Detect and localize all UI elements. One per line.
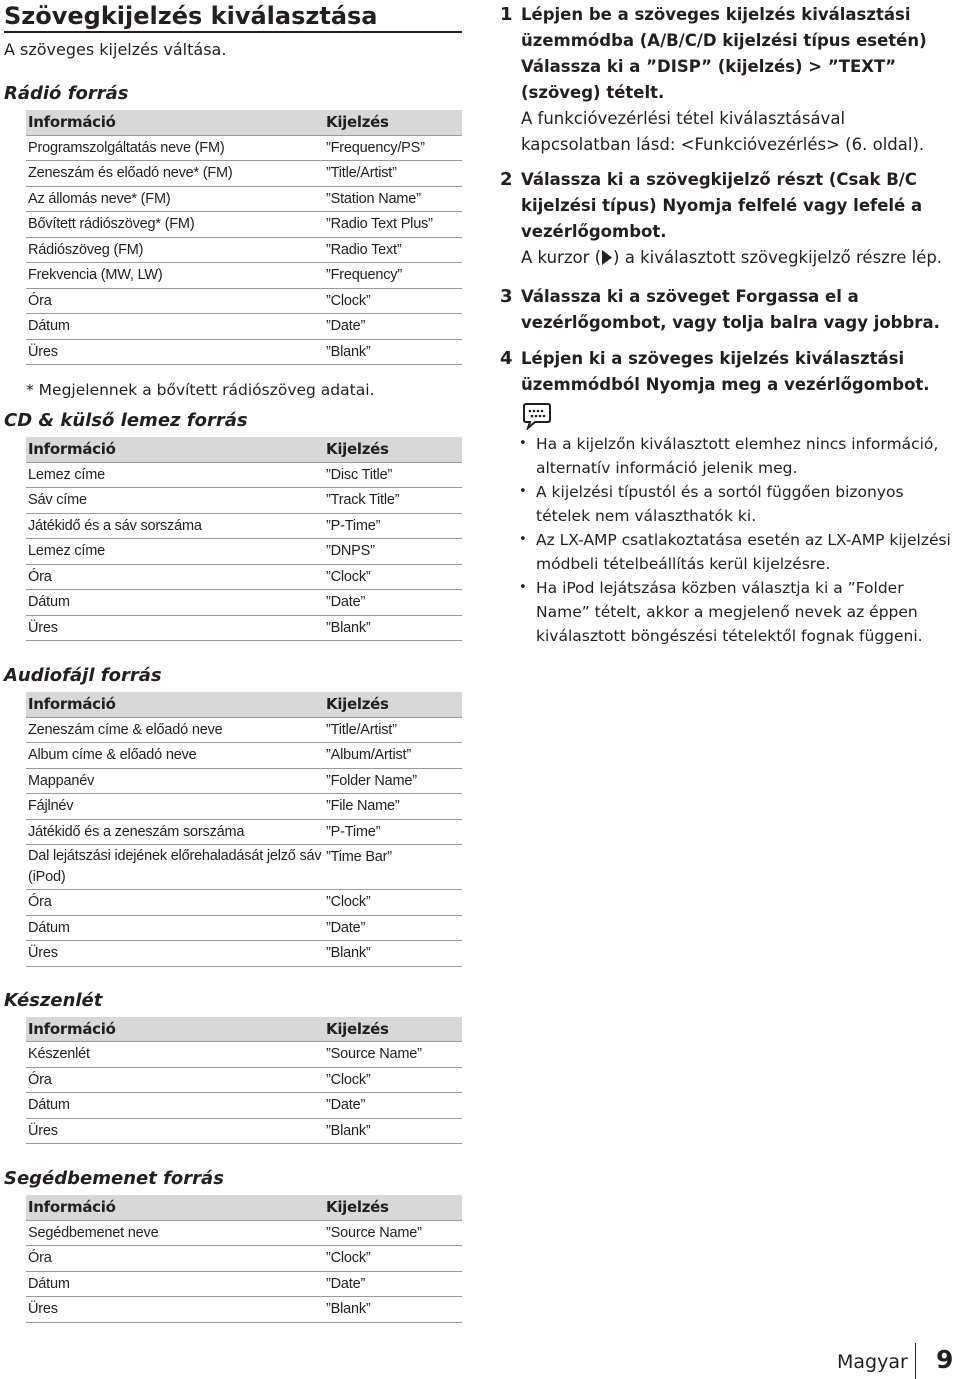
info-cell: Dátum (26, 314, 324, 340)
table-row (26, 1246, 462, 1272)
display-cell: ”P-Time” (324, 819, 462, 845)
column-header-info: Információ (26, 1017, 324, 1042)
display-cell: ”File Name” (324, 794, 462, 820)
display-cell: ”Blank” (324, 1297, 462, 1323)
info-cell: Üres (26, 615, 324, 641)
table-row (26, 237, 462, 263)
info-cell: Mappanév (26, 768, 324, 794)
step-number: 4 (500, 348, 513, 369)
info-cell: Fájlnév (26, 794, 324, 820)
table-row (26, 513, 462, 539)
section-title: Segédbemenet forrás (4, 1168, 224, 1189)
column-header-display: Kijelzés (324, 692, 462, 717)
table-header-row (26, 1017, 462, 1042)
display-cell: ”Clock” (324, 890, 462, 916)
column-header-info: Információ (26, 1195, 324, 1220)
column-header-display: Kijelzés (324, 110, 462, 135)
display-cell: ”Date” (324, 314, 462, 340)
table-header-row (26, 110, 462, 135)
section-title: Rádió forrás (4, 83, 129, 104)
column-header-display: Kijelzés (324, 1017, 462, 1042)
table-row (26, 768, 462, 794)
table-header-row (26, 692, 462, 717)
display-cell: ”Title/Artist” (324, 161, 462, 187)
page-title: Szövegkijelzés kiválasztása (4, 2, 462, 33)
note-icon (520, 402, 554, 430)
info-cell: Zeneszám címe & előadó neve (26, 717, 324, 743)
display-cell: ”Blank” (324, 339, 462, 365)
table-row (26, 263, 462, 289)
info-table (26, 1195, 462, 1323)
step-instruction: Válassza ki a szöveget Forgassa el a vezérlőgombot, vagy tolja balra vagy jobbra. (521, 287, 940, 332)
info-cell: Óra (26, 1067, 324, 1093)
section-title: CD & külső lemez forrás (4, 410, 248, 431)
column-header-info: Információ (26, 110, 324, 135)
section-radio (4, 83, 462, 400)
step-instruction: Lépjen ki a szöveges kijelzés kiválasztási üzemmódból Nyomja meg a vezérlőgombot. (521, 349, 930, 394)
info-cell: Üres (26, 1297, 324, 1323)
table-row (26, 1067, 462, 1093)
section-audio (4, 665, 462, 967)
step-4 (500, 346, 956, 398)
table-row (26, 1220, 462, 1246)
step-1 (500, 2, 956, 158)
info-cell: Dátum (26, 1093, 324, 1119)
table-row (26, 845, 462, 890)
table-row (26, 590, 462, 616)
step-instruction: Válassza ki a szövegkijelző részt (Csak B/C kijelzési típus) Nyomja felfelé vagy lefelé a vezérlőgombot. (521, 170, 923, 241)
step-number: 2 (500, 169, 513, 190)
display-cell: ”Album/Artist” (324, 743, 462, 769)
section-aux (4, 1168, 462, 1323)
display-cell: ”Blank” (324, 1118, 462, 1144)
info-cell: Dátum (26, 1271, 324, 1297)
list-item: • Ha iPod lejátszása közben választja ki a ”Folder Name” tételt, akkor a megjelenő nevek az éppen kiválasztott böngészési tételektől fognak függeni. (536, 576, 956, 648)
list-item: • Ha a kijelzőn kiválasztott elemhez nincs információ, alternatív információ jelenik meg. (536, 432, 956, 480)
section-title: Készenlét (4, 989, 103, 1011)
info-cell: Bővített rádiószöveg* (FM) (26, 212, 324, 238)
cursor-right-icon (601, 248, 613, 274)
table-header-row (26, 1195, 462, 1220)
display-cell: ”Blank” (324, 615, 462, 641)
list-item: • Az LX-AMP csatlakoztatása esetén az LX-AMP kijelzési módbeli tételbeállítás kerül kijelzésre. (536, 528, 956, 576)
info-cell: Üres (26, 1118, 324, 1144)
info-table (26, 437, 462, 641)
table-row (26, 135, 462, 161)
table-row (26, 288, 462, 314)
footer-divider (915, 1343, 916, 1379)
info-cell: Óra (26, 288, 324, 314)
display-cell: ”Date” (324, 590, 462, 616)
display-cell: ”Folder Name” (324, 768, 462, 794)
table-row (26, 1297, 462, 1323)
table-row (26, 743, 462, 769)
notes-list (500, 432, 956, 648)
table-row (26, 717, 462, 743)
table-row (26, 794, 462, 820)
left-column (4, 0, 462, 1323)
table-row (26, 615, 462, 641)
info-cell: Zeneszám és előadó neve* (FM) (26, 161, 324, 187)
info-cell: Album címe & előadó neve (26, 743, 324, 769)
info-cell: Lemez címe (26, 539, 324, 565)
info-cell: Dátum (26, 590, 324, 616)
table-row (26, 1093, 462, 1119)
step-3 (500, 284, 956, 336)
table-row (26, 564, 462, 590)
table-row (26, 941, 462, 967)
table-row (26, 819, 462, 845)
info-cell: Sáv címe (26, 488, 324, 514)
info-cell: Óra (26, 890, 324, 916)
table-header-row (26, 437, 462, 462)
step-note: A funkcióvezérlési tétel kiválasztásával kapcsolatban lásd: <Funkcióvezérlés> (6. oldal). (521, 109, 925, 154)
display-cell: ”Title/Artist” (324, 717, 462, 743)
table-row (26, 186, 462, 212)
table-row (26, 339, 462, 365)
info-cell: Dátum (26, 915, 324, 941)
step-instruction: Lépjen be a szöveges kijelzés kiválasztási üzemmódba (A/B/C/D kijelzési típus esetén) Válassza ki a ”DISP” (kijelzés) > ”TEXT” (szöveg) tételt. (521, 5, 927, 102)
info-cell: Játékidő és a zeneszám sorszáma (26, 819, 324, 845)
step-number: 3 (500, 286, 513, 307)
display-cell: ”Station Name” (324, 186, 462, 212)
table-row (26, 539, 462, 565)
display-cell: ”Time Bar” (324, 845, 462, 890)
display-cell: ”Date” (324, 1093, 462, 1119)
section-title: Audiofájl forrás (4, 665, 162, 686)
table-row (26, 314, 462, 340)
info-cell: Óra (26, 564, 324, 590)
display-cell: ”Date” (324, 1271, 462, 1297)
column-header-display: Kijelzés (324, 1195, 462, 1220)
info-cell: Üres (26, 941, 324, 967)
step-note-pre: A kurzor ( (521, 248, 602, 267)
step-note-post: ) a kiválasztott szövegkijelző részre lép. (613, 248, 943, 267)
display-cell: ”Clock” (324, 1246, 462, 1272)
info-table (26, 110, 462, 365)
display-cell: ”Frequency” (324, 263, 462, 289)
info-cell: Rádiószöveg (FM) (26, 237, 324, 263)
column-header-info: Információ (26, 692, 324, 717)
table-row (26, 1118, 462, 1144)
display-cell: ”P-Time” (324, 513, 462, 539)
info-cell: Programszolgáltatás neve (FM) (26, 135, 324, 161)
table-row (26, 890, 462, 916)
display-cell: ”DNPS” (324, 539, 462, 565)
page-subtitle: A szöveges kijelzés váltása. (4, 40, 227, 59)
table-row (26, 212, 462, 238)
step-number: 1 (500, 4, 513, 25)
display-cell: ”Clock” (324, 288, 462, 314)
step-2 (500, 167, 956, 274)
table-row (26, 488, 462, 514)
display-cell: ”Clock” (324, 564, 462, 590)
table-row (26, 915, 462, 941)
right-column (500, 0, 956, 648)
info-cell: Lemez címe (26, 462, 324, 488)
table-row (26, 1042, 462, 1068)
info-cell: Készenlét (26, 1042, 324, 1068)
column-header-display: Kijelzés (324, 437, 462, 462)
step-note (521, 245, 956, 274)
display-cell: ”Clock” (324, 1067, 462, 1093)
info-cell: Az állomás neve* (FM) (26, 186, 324, 212)
display-cell: ”Disc Title” (324, 462, 462, 488)
table-row (26, 1271, 462, 1297)
display-cell: ”Source Name” (324, 1042, 462, 1068)
display-cell: ”Radio Text Plus” (324, 212, 462, 238)
info-cell: Óra (26, 1246, 324, 1272)
info-cell: Segédbemenet neve (26, 1220, 324, 1246)
footer-language: Magyar (837, 1351, 908, 1373)
list-item: • A kijelzési típustól és a sortól függően bizonyos tételek nem választhatók ki. (536, 480, 956, 528)
display-cell: ”Blank” (324, 941, 462, 967)
footnote: * Megjelennek a bővített rádiószöveg adatai. (26, 381, 375, 399)
info-cell: Üres (26, 339, 324, 365)
info-table (26, 692, 462, 967)
info-table (26, 1017, 462, 1145)
section-cd (4, 410, 462, 641)
display-cell: ”Source Name” (324, 1220, 462, 1246)
info-cell: Játékidő és a sáv sorszáma (26, 513, 324, 539)
page-number: 9 (936, 1345, 954, 1374)
table-row (26, 462, 462, 488)
display-cell: ”Track Title” (324, 488, 462, 514)
info-cell: Dal lejátszási idejének előrehaladását jelző sáv (iPod) (26, 845, 324, 890)
info-cell: Frekvencia (MW, LW) (26, 263, 324, 289)
display-cell: ”Radio Text” (324, 237, 462, 263)
section-standby (4, 990, 462, 1145)
display-cell: ”Frequency/PS” (324, 135, 462, 161)
table-row (26, 161, 462, 187)
display-cell: ”Date” (324, 915, 462, 941)
column-header-info: Információ (26, 437, 324, 462)
